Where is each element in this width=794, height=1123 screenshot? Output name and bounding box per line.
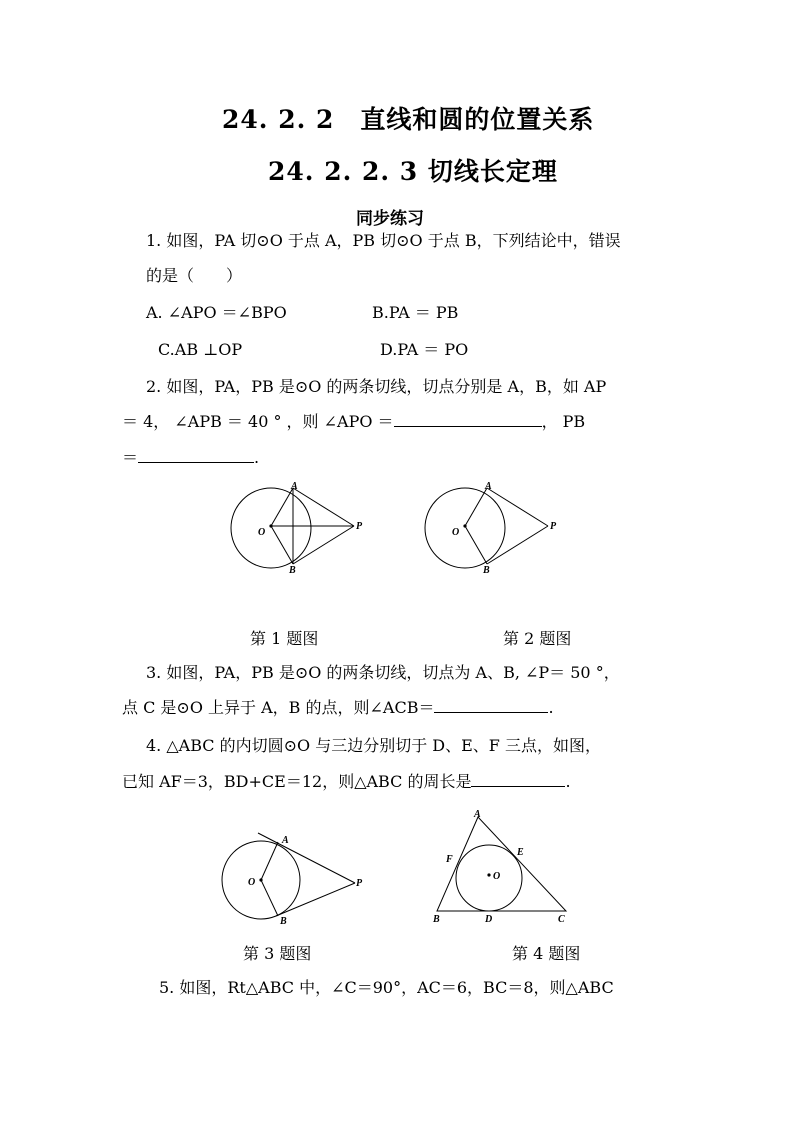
q1-option-c: C.AB ⊥OP — [158, 340, 243, 359]
fig2-tangent-pa — [487, 488, 548, 526]
fig4-label-c: C — [558, 914, 565, 925]
fig3-radius-oa — [261, 842, 278, 880]
fig3-center-dot — [259, 878, 262, 881]
fig4-label-d: D — [485, 914, 493, 925]
fig2-radius-oa — [465, 488, 487, 526]
q2-line1: 2. 如图，PA，PB 是⊙O 的两条切线，切点分别是 A，B，如 AP — [146, 377, 607, 396]
fig1-radius-oa — [271, 488, 293, 526]
q4-answer-blank[interactable] — [471, 772, 565, 787]
q4-line2 — [122, 772, 571, 792]
q4-line1: 4. △ABC 的内切圆⊙O 与三边分别切于 D、E、F 三点，如图， — [146, 736, 601, 755]
q1-option-a: A. ∠APO ＝∠BPO — [146, 303, 287, 322]
fig2-label-p: P — [550, 521, 557, 532]
q1-line1: 1. 如图，PA 切⊙O 于点 A，PB 切⊙O 于点 B，下列结论中，错误 — [146, 231, 621, 250]
figure-1 — [226, 478, 366, 578]
fig1-circle — [231, 488, 311, 568]
q2-answer-blank-1[interactable] — [394, 412, 542, 427]
q2-line2 — [122, 412, 585, 432]
figure-4 — [428, 806, 578, 926]
figure-3 — [218, 828, 378, 930]
section-heading: 同步练习 — [356, 209, 424, 229]
fig3-radius-ob — [261, 880, 278, 916]
q4-line2-tail: . — [565, 772, 571, 791]
fig4-label-f: F — [446, 854, 453, 865]
fig4-incircle — [456, 845, 522, 911]
fig2-radius-ob — [465, 526, 487, 564]
fig2-label-b: B — [483, 565, 490, 576]
fig3-label-a: A — [282, 835, 289, 846]
fig1-tangent-pb — [293, 526, 354, 564]
q2-line3-tail: . — [254, 448, 260, 467]
fig1-label-a: A — [291, 481, 298, 492]
fig3-label-p: P — [356, 878, 363, 889]
fig4-caption: 第 4 题图 — [512, 944, 581, 963]
q5-line1: 5. 如图，Rt△ABC 中，∠C＝90°，AC＝6，BC＝8，则△ABC — [159, 978, 614, 997]
fig3-caption: 第 3 题图 — [243, 944, 312, 963]
q3-line2-tail: . — [548, 698, 554, 717]
q3-line1: 3. 如图，PA，PB 是⊙O 的两条切线，切点为 A、B, ∠P＝ 50 °， — [146, 663, 620, 682]
fig3-tangent-pa — [258, 833, 355, 883]
fig2-label-o: O — [452, 527, 460, 538]
q2-line2-tail: ， PB — [541, 412, 586, 431]
q1-option-b: B.PA ＝ PB — [372, 303, 459, 322]
fig3-tangent-pb — [276, 883, 355, 916]
fig4-label-o: O — [493, 871, 501, 882]
fig4-label-e: E — [517, 847, 524, 858]
q3-line2-text: 点 C 是⊙O 上异于 A，B 的点，则∠ACB＝ — [122, 698, 435, 717]
fig2-center-dot — [463, 524, 466, 527]
q2-line3 — [122, 448, 259, 468]
fig4-label-b: B — [433, 914, 440, 925]
fig1-tangent-pa — [293, 488, 354, 526]
q3-answer-blank[interactable] — [434, 698, 548, 713]
figure-2 — [420, 478, 560, 578]
q3-line2 — [122, 698, 554, 718]
fig2-circle — [425, 488, 505, 568]
fig4-triangle — [437, 817, 566, 911]
fig2-caption: 第 2 题图 — [503, 629, 572, 648]
q1-option-d: D.PA ＝ PO — [380, 340, 469, 359]
fig1-radius-ob — [271, 526, 293, 564]
fig4-label-a: A — [474, 809, 481, 820]
q2-answer-blank-2[interactable] — [138, 448, 254, 463]
fig3-label-o: O — [248, 877, 256, 888]
fig1-label-p: P — [356, 521, 363, 532]
fig3-label-b: B — [280, 916, 287, 927]
q2-line2-text: ＝ 4， ∠APB ＝ 40 ° ，则 ∠APO ＝ — [122, 412, 394, 431]
fig2-tangent-pb — [487, 526, 548, 564]
fig4-center-dot — [487, 873, 490, 876]
page-subtitle: 24. 2. 2. 3 切线长定理 — [268, 157, 558, 186]
q4-line2-text: 已知 AF＝3，BD+CE＝12，则△ABC 的周长是 — [122, 772, 472, 791]
q2-line3-text: ＝ — [122, 448, 139, 467]
q1-line2: 的是（ ） — [146, 266, 243, 285]
fig1-center-dot — [269, 524, 272, 527]
fig1-label-o: O — [258, 527, 266, 538]
fig1-caption: 第 1 题图 — [250, 629, 319, 648]
page-title: 24. 2. 2 直线和圆的位置关系 — [222, 105, 595, 134]
fig2-label-a: A — [485, 481, 492, 492]
fig1-label-b: B — [289, 565, 296, 576]
